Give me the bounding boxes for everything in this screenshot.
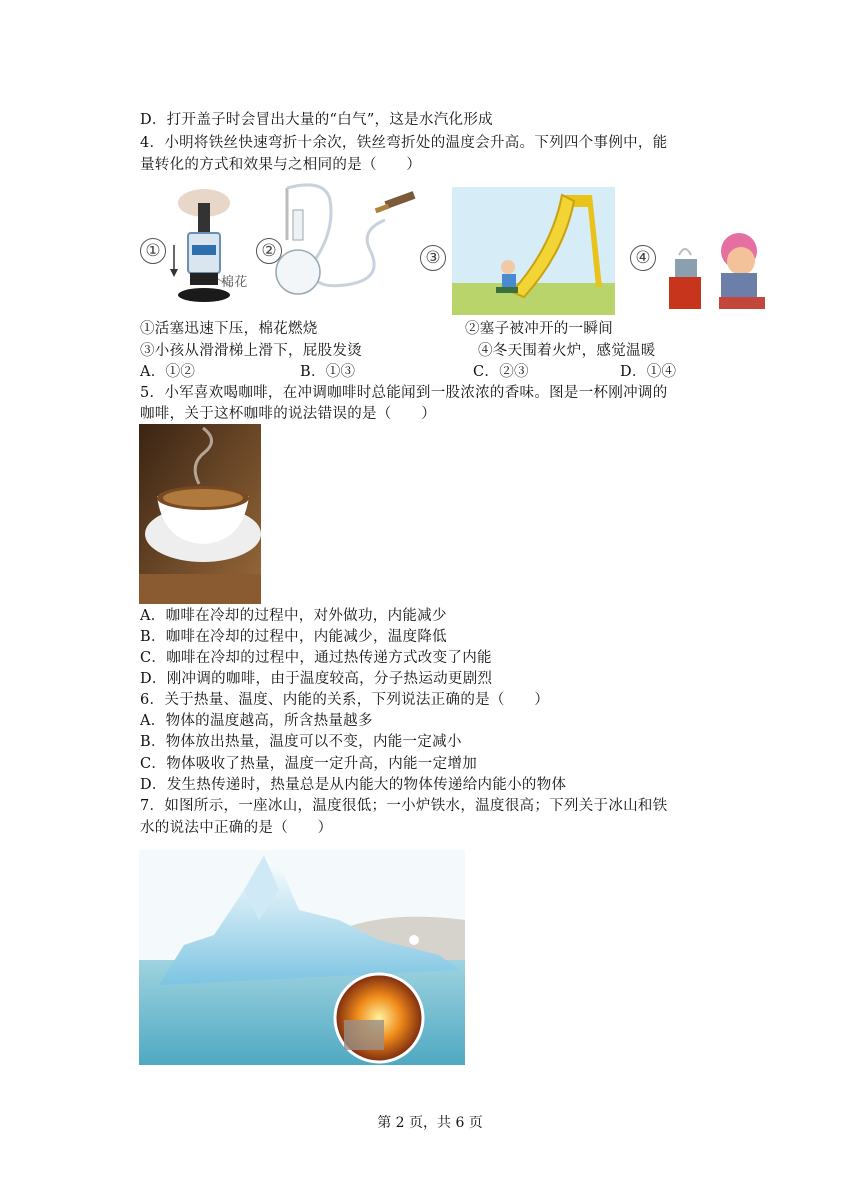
figure-marker-4: ④ [630,245,656,271]
slide-image [452,187,615,315]
page-footer: 第 2 页，共 6 页 [377,1115,483,1131]
q4-option-b: B．①③ [300,364,356,380]
q7-stem-line1: 7．如图所示，一座冰山，温度很低；一小炉铁水，温度很高；下列关于冰山和铁 [140,798,668,814]
q4-desc-4: ④冬天围着火炉，感觉温暖 [478,343,656,359]
piston-cotton-image [160,183,260,313]
iceberg-molten-iron-image [139,850,465,1065]
q5-stem-line2: 咖啡，关于这杯咖啡的说法错误的是（ ） [140,406,436,422]
q4-desc-1: ①活塞迅速下压，棉花燃烧 [140,321,318,337]
q4-desc-3: ③小孩从滑滑梯上滑下，屁股发烫 [140,343,362,359]
q4-option-d: D．①④ [620,364,677,380]
q5-option-c: C．咖啡在冷却的过程中，通过热传递方式改变了内能 [140,650,492,666]
figure-marker-1: ① [140,238,166,264]
figure-marker-3: ③ [420,245,446,271]
q6-stem: 6．关于热量、温度、内能的关系，下列说法正确的是（ ） [140,692,550,708]
q4-stem-line1: 4．小明将铁丝快速弯折十余次，铁丝弯折处的温度会升高。下列四个事例中，能 [140,135,668,151]
q7-stem-line2: 水的说法中正确的是（ ） [140,820,333,836]
q5-option-d: D．刚冲调的咖啡，由于温度较高，分子热运动更剧烈 [140,671,493,687]
figure-marker-2: ② [256,238,282,264]
q4-option-a: A．①② [140,364,196,380]
coffee-cup-image [139,424,261,604]
q4-stem-line2: 量转化的方式和效果与之相同的是（ ） [140,157,422,173]
q4-option-c: C．②③ [473,364,529,380]
q3-option-d: D．打开盖子时会冒出大量的“白气”，这是水汽化形成 [140,112,493,128]
q5-stem-line1: 5．小军喜欢喝咖啡，在冲调咖啡时总能闻到一股浓浓的香味。图是一杯刚冲调的 [140,385,668,401]
q6-option-a: A．物体的温度越高，所含热量越多 [140,713,373,729]
q6-option-d: D．发生热传递时，热量总是从内能大的物体传递给内能小的物体 [140,777,567,793]
q6-option-c: C．物体吸收了热量，温度一定升高，内能一定增加 [140,756,477,772]
q5-option-a: A．咖啡在冷却的过程中，对外做功，内能减少 [140,608,447,624]
q4-desc-2: ②塞子被冲开的一瞬间 [465,321,613,337]
flask-tube-image [275,180,420,305]
q6-option-b: B．物体放出热量，温度可以不变，内能一定减小 [140,734,462,750]
stove-child-image [665,225,775,313]
cotton-label: 棉花 [221,275,248,290]
q5-option-b: B．咖啡在冷却的过程中，内能减少，温度降低 [140,629,447,645]
